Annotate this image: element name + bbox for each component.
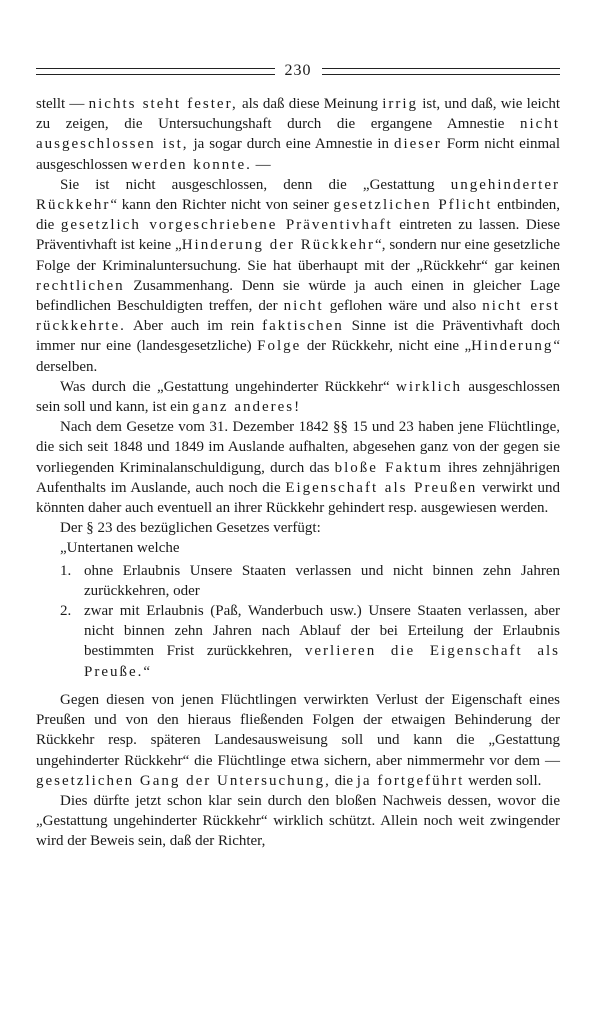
emphasized-text: Folge — [257, 338, 302, 355]
text-run: ohne Erlaubnis Unsere Staaten verlassen und nicht binnen zehn Jahren zurückkehren, oder — [84, 562, 560, 599]
paragraph — [36, 94, 560, 175]
text-run: “ kann den Richter nicht von seiner — [110, 197, 334, 214]
header-rule-left — [36, 68, 275, 75]
body-text — [36, 94, 560, 852]
emphasized-text: ganz anderes! — [192, 399, 302, 416]
list-item — [36, 561, 560, 601]
text-run: “, sondern nur eine gesetzliche Folge der Kriminaluntersuchung. Sie hat überhaupt mit der „Rückkehr“ gar keinen — [36, 237, 560, 274]
text-run: “ derselben. — [36, 338, 560, 375]
emphasized-text: verlieren die Eigenschaft als Preuße. — [84, 643, 560, 680]
paragraph — [36, 791, 560, 852]
emphasized-text: gesetzlichen Gang der Untersuchung, — [36, 772, 331, 789]
text-run: geflohen wäre und also — [323, 298, 483, 315]
text-run: stellt — — [36, 96, 89, 112]
text-run: ist, und daß, wie leicht zu zeigen, die Untersuchungshaft durch die ergangene Amnestie — [36, 96, 560, 133]
emphasized-text: gesetzlichen Pflicht — [333, 197, 493, 214]
list-item-text — [84, 601, 560, 682]
text-run: die — [330, 772, 357, 789]
page-header — [36, 56, 560, 86]
emphasized-text: nichts steht fester, — [88, 96, 238, 112]
emphasized-text: nicht ausgeschlossen ist, — [36, 116, 560, 153]
list-item-number: 1. — [60, 562, 72, 579]
emphasized-text: nicht — [283, 298, 324, 315]
text-run: entbinden, die — [36, 197, 560, 234]
text-run: Sinne ist die Präventivhaft doch immer nur eine (landesgesetzliche) — [36, 318, 560, 355]
text-run: ja sogar durch eine Amnestie in — [188, 136, 394, 153]
emphasized-text: faktischen — [262, 318, 344, 335]
text-run: verwirkt und könnten daher auch eventuell an ihrer Rückkehr gehindert resp. ausgewiesen werden. — [36, 479, 560, 517]
text-run: Form nicht einmal ausgeschlossen — [36, 136, 560, 173]
emphasized-text: irrig — [382, 96, 419, 112]
text-run: “ — [143, 663, 151, 680]
paragraph — [36, 417, 560, 518]
emphasized-text: ja fortgeführt — [356, 772, 465, 789]
paragraph — [36, 518, 560, 538]
emphasized-text: wirklich — [395, 378, 462, 395]
text-run: — — [251, 156, 271, 173]
paragraph — [36, 377, 560, 417]
text-run: ihres zehnjährigen Aufenthalts im Auslande, auch noch die — [36, 459, 560, 496]
emphasized-text: Eigenschaft als Preußen — [285, 479, 478, 496]
list-item — [36, 601, 560, 682]
paragraph — [36, 690, 560, 791]
emphasized-text: dieser — [393, 136, 442, 153]
header-rule-right — [322, 68, 561, 75]
emphasized-text: ungehinderter Rückkehr — [36, 176, 560, 214]
emphasized-text: rechtlichen — [36, 277, 125, 294]
text-run: Dies dürfte jetzt schon klar sein durch den bloßen Nachweis dessen, wovor die „Gestattung ungehinderter Rückkehr“ wirklich schützt. Allein noch weit zwingender wird der Beweis sein, daß der Richter, — [36, 792, 560, 850]
text-run: Nach dem Gesetze vom 31. Dezember 1842 §§ 15 und 23 haben jene Flüchtlinge, die sich seit 1848 und 1849 im Auslande aufhalten, abgesehen ganz von der gegen sie vorliegenden Kriminalanschuldigung, durch das — [36, 419, 560, 476]
text-run: Gegen diesen von jenen Flüchtlingen verwirkten Verlust der Eigenschaft eines Preußen und von den hieraus fließenden Folgen der etwaigen Behinderung der Rückkehr resp. späteren Landesausweisung soll und kann die „Gestattung ungehinderter Rückkehr“ die Flüchtlinge etwa sichern, aber nimmermehr vor dem — — [36, 691, 560, 769]
emphasized-text: Hinderung der Rückkehr — [181, 237, 376, 254]
law-quote-list — [36, 561, 560, 682]
text-run: als daß diese Meinung — [237, 96, 383, 112]
page-number: 230 — [284, 62, 312, 79]
emphasized-text: gesetzlich vorgeschriebene Präventivhaft — [60, 217, 393, 234]
list-item-text — [84, 561, 560, 601]
text-run: Der § 23 des bezüglichen Gesetzes verfügt: — [60, 520, 321, 537]
list-item-number: 2. — [60, 603, 72, 620]
emphasized-text: Hinderung — [471, 338, 554, 355]
text-run: „Untertanen welche — [60, 540, 180, 557]
text-run: zwar mit Erlaubnis (Paß, Wanderbuch usw.) Unsere Staaten verlassen, aber nicht binnen zehn Jahren nach Ablauf der bei Erteilung der Erlaubnis bestimmten Frist zurückkehren, — [84, 603, 560, 660]
quote-intro — [36, 538, 560, 558]
text-run: Aber auch im rein — [125, 318, 263, 335]
emphasized-text: werden konnte. — [131, 156, 252, 173]
text-run: der Rückkehr, nicht eine „ — [301, 338, 472, 355]
emphasized-text: nicht erst rückkehrte. — [36, 298, 560, 335]
text-run: werden soll. — [464, 772, 542, 789]
text-run: Was durch die „Gestattung ungehinderter Rückkehr“ — [60, 378, 396, 395]
text-run: Zusammenhang. Denn sie würde ja auch einen in gleicher Lage befindlichen Beschuldigten treffen, der — [36, 277, 560, 315]
emphasized-text: bloße Faktum — [334, 459, 443, 476]
text-run: ausgeschlossen sein soll und kann, ist ein — [36, 378, 560, 416]
text-run: eintreten zu lassen. Diese Präventivhaft ist keine „ — [36, 217, 560, 254]
paragraph — [36, 175, 560, 377]
text-run: Sie ist nicht ausgeschlossen, denn die „Gestattung — [60, 176, 451, 193]
